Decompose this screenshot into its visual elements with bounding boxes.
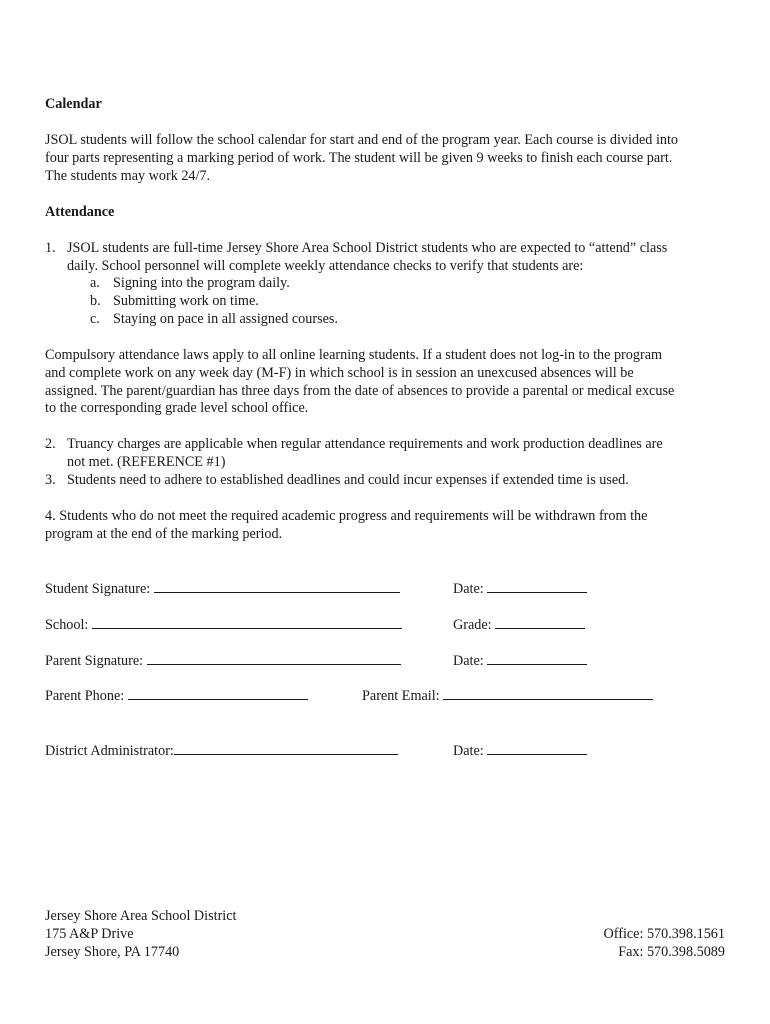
- date-line[interactable]: [487, 578, 587, 593]
- date-label: Date:: [453, 743, 484, 759]
- list-item-2-line: not met. (REFERENCE #1): [67, 454, 226, 470]
- parent-email-field[interactable]: [362, 685, 653, 705]
- sub-item-marker: a.: [90, 275, 100, 291]
- footer-office-phone: Office: 570.398.1561: [603, 926, 725, 942]
- compulsory-paragraph-line: assigned. The parent/guardian has three days from the date of absences to provide a parental or medical excuse: [45, 383, 675, 399]
- grade-label: Grade:: [453, 617, 492, 633]
- parent-phone-label: Parent Phone:: [45, 688, 125, 704]
- date-label: Date:: [453, 653, 484, 669]
- date-line[interactable]: [487, 650, 587, 665]
- parent-email-label: Parent Email:: [362, 688, 440, 704]
- list-item-4-line: 4. Students who do not meet the required academic progress and requirements will be withdrawn from the: [45, 508, 648, 524]
- list-item-1-marker: 1.: [45, 240, 56, 256]
- district-administrator-line[interactable]: [174, 740, 398, 755]
- parent-email-line[interactable]: [443, 685, 653, 700]
- student-date-field[interactable]: [453, 578, 587, 598]
- list-item-1-line: JSOL students are full-time Jersey Shore Area School District students who are expected to “attend” class: [67, 240, 668, 256]
- list-item-2-line: Truancy charges are applicable when regular attendance requirements and work production deadlines are: [67, 436, 663, 452]
- parent-signature-field[interactable]: [45, 650, 401, 670]
- school-line[interactable]: [92, 614, 402, 629]
- footer-street: 175 A&P Drive: [45, 926, 134, 942]
- parent-phone-field[interactable]: [45, 685, 308, 705]
- district-administrator-label: District Administrator:: [45, 743, 174, 759]
- parent-signature-line[interactable]: [147, 650, 401, 665]
- parent-phone-line[interactable]: [128, 685, 308, 700]
- calendar-heading: Calendar: [45, 96, 102, 112]
- sub-item-marker: c.: [90, 311, 100, 327]
- footer-fax: Fax: 570.398.5089: [618, 944, 725, 960]
- compulsory-paragraph-line: and complete work on any week day (M-F) in which school is in session an unexcused absences will be: [45, 365, 634, 381]
- footer-district-name: Jersey Shore Area School District: [45, 908, 237, 924]
- school-field[interactable]: [45, 614, 402, 634]
- compulsory-paragraph-line: to the corresponding grade level school office.: [45, 400, 309, 416]
- date-line[interactable]: [487, 740, 587, 755]
- list-item-3-marker: 3.: [45, 472, 56, 488]
- school-label: School:: [45, 617, 89, 633]
- compulsory-paragraph-line: Compulsory attendance laws apply to all online learning students. If a student does not log-in to the program: [45, 347, 663, 363]
- student-signature-line[interactable]: [154, 578, 400, 593]
- grade-line[interactable]: [495, 614, 585, 629]
- date-label: Date:: [453, 581, 484, 597]
- student-signature-field[interactable]: [45, 578, 400, 598]
- administrator-date-field[interactable]: [453, 740, 587, 760]
- sub-item-marker: b.: [90, 293, 101, 309]
- list-item-4-line: program at the end of the marking period.: [45, 526, 283, 542]
- calendar-paragraph-line: JSOL students will follow the school calendar for start and end of the program year. Each course is divided into: [45, 132, 679, 148]
- calendar-paragraph-line: The students may work 24/7.: [45, 168, 211, 184]
- grade-field[interactable]: [453, 614, 585, 634]
- list-item-3-line: Students need to adhere to established deadlines and could incur expenses if extended time is used.: [67, 472, 629, 488]
- calendar-paragraph-line: four parts representing a marking period of work. The student will be given 9 weeks to finish each course part.: [45, 150, 673, 166]
- student-signature-label: Student Signature:: [45, 581, 151, 597]
- district-administrator-field[interactable]: [45, 740, 398, 760]
- list-item-1-line: daily. School personnel will complete weekly attendance checks to verify that students are:: [67, 258, 584, 274]
- sub-item-text: Staying on pace in all assigned courses.: [113, 311, 338, 327]
- list-item-2-marker: 2.: [45, 436, 56, 452]
- sub-item-text: Signing into the program daily.: [113, 275, 290, 291]
- attendance-heading: Attendance: [45, 204, 115, 220]
- parent-date-field[interactable]: [453, 650, 587, 670]
- footer-city: Jersey Shore, PA 17740: [45, 944, 180, 960]
- sub-item-text: Submitting work on time.: [113, 293, 259, 309]
- parent-signature-label: Parent Signature:: [45, 653, 144, 669]
